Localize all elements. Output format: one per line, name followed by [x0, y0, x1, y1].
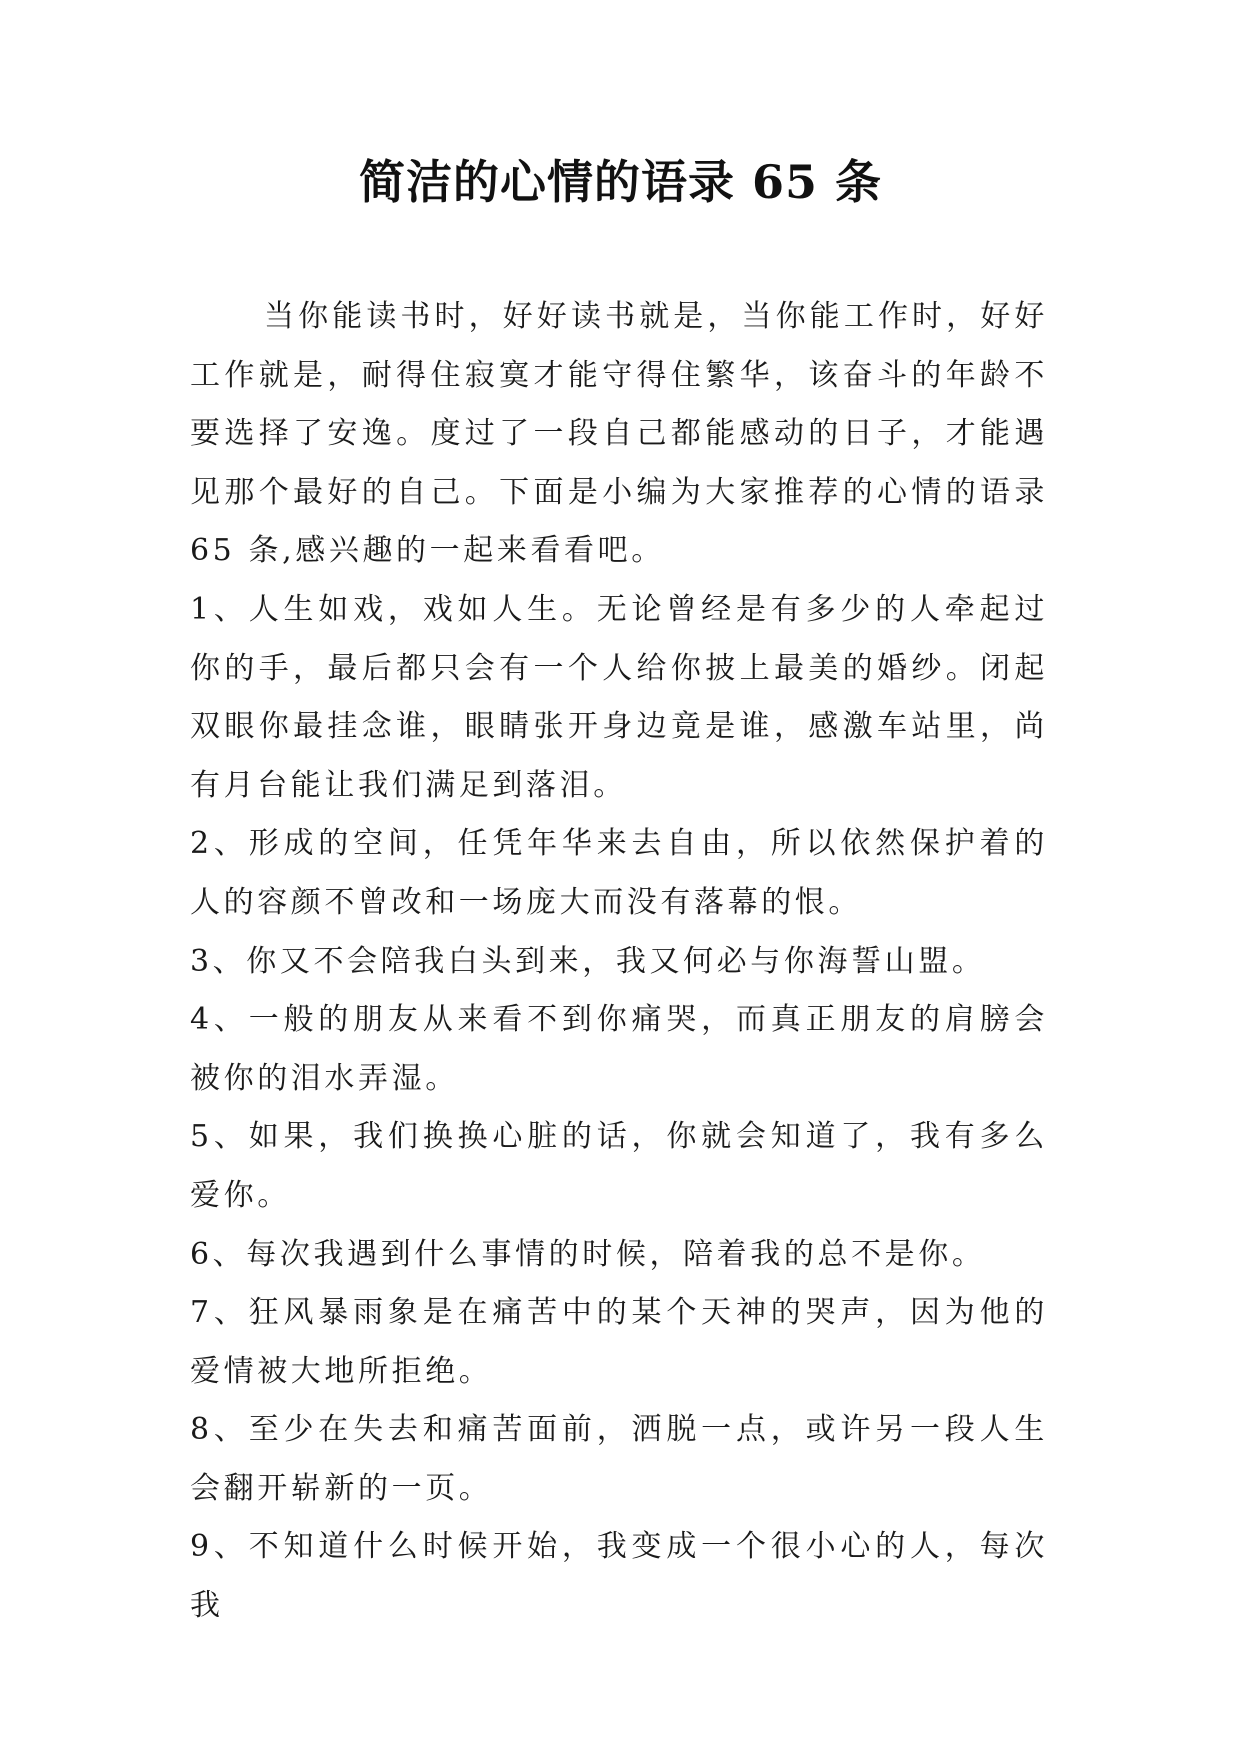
quote-item-3: 3、你又不会陪我白头到来，我又何必与你海誓山盟。	[190, 943, 986, 979]
quote-item-9: 9、不知道什么时候开始，我变成一个很小心的人，每次我	[190, 1529, 1048, 1624]
quote-item-7: 7、狂风暴雨象是在痛苦中的某个天神的哭声，因为他的爱情被大地所拒绝。	[190, 1295, 1048, 1389]
document-body	[190, 288, 1048, 1636]
quote-item-8: 8、至少在失去和痛苦面前，洒脱一点，或许另一段人生会翻开崭新的一页。	[190, 1412, 1048, 1506]
quote-item-6: 6、每次我遇到什么事情的时候，陪着我的总不是你。	[190, 1236, 986, 1272]
document-title: 简洁的心情的语录 65 条	[358, 155, 883, 209]
quote-item-2: 2、形成的空间，任凭年华来去自由，所以依然保护着的人的容颜不曾改和一场庞大而没有落幕的恨。	[190, 826, 1048, 920]
quote-item-1: 1、人生如戏，戏如人生。无论曾经是有多少的人牵起过你的手，最后都只会有一个人给你披上最美的婚纱。闭起双眼你最挂念谁，眼睛张开身边竟是谁，感激车站里，尚有月台能让我们满足到落泪。	[190, 591, 1048, 803]
intro-paragraph: 当你能读书时，好好读书就是，当你能工作时，好好工作就是，耐得住寂寞才能守得住繁华，该奋斗的年龄不要选择了安逸。度过了一段自己都能感动的日子，才能遇见那个最好的自己。下面是小编为大家推荐的心情的语录 65 条,感兴趣的一起来看看吧。	[190, 299, 1048, 569]
quote-item-5: 5、如果，我们换换心脏的话，你就会知道了，我有多么爱你。	[190, 1119, 1048, 1213]
quote-item-4: 4、一般的朋友从来看不到你痛哭，而真正朋友的肩膀会被你的泪水弄湿。	[190, 1002, 1048, 1096]
